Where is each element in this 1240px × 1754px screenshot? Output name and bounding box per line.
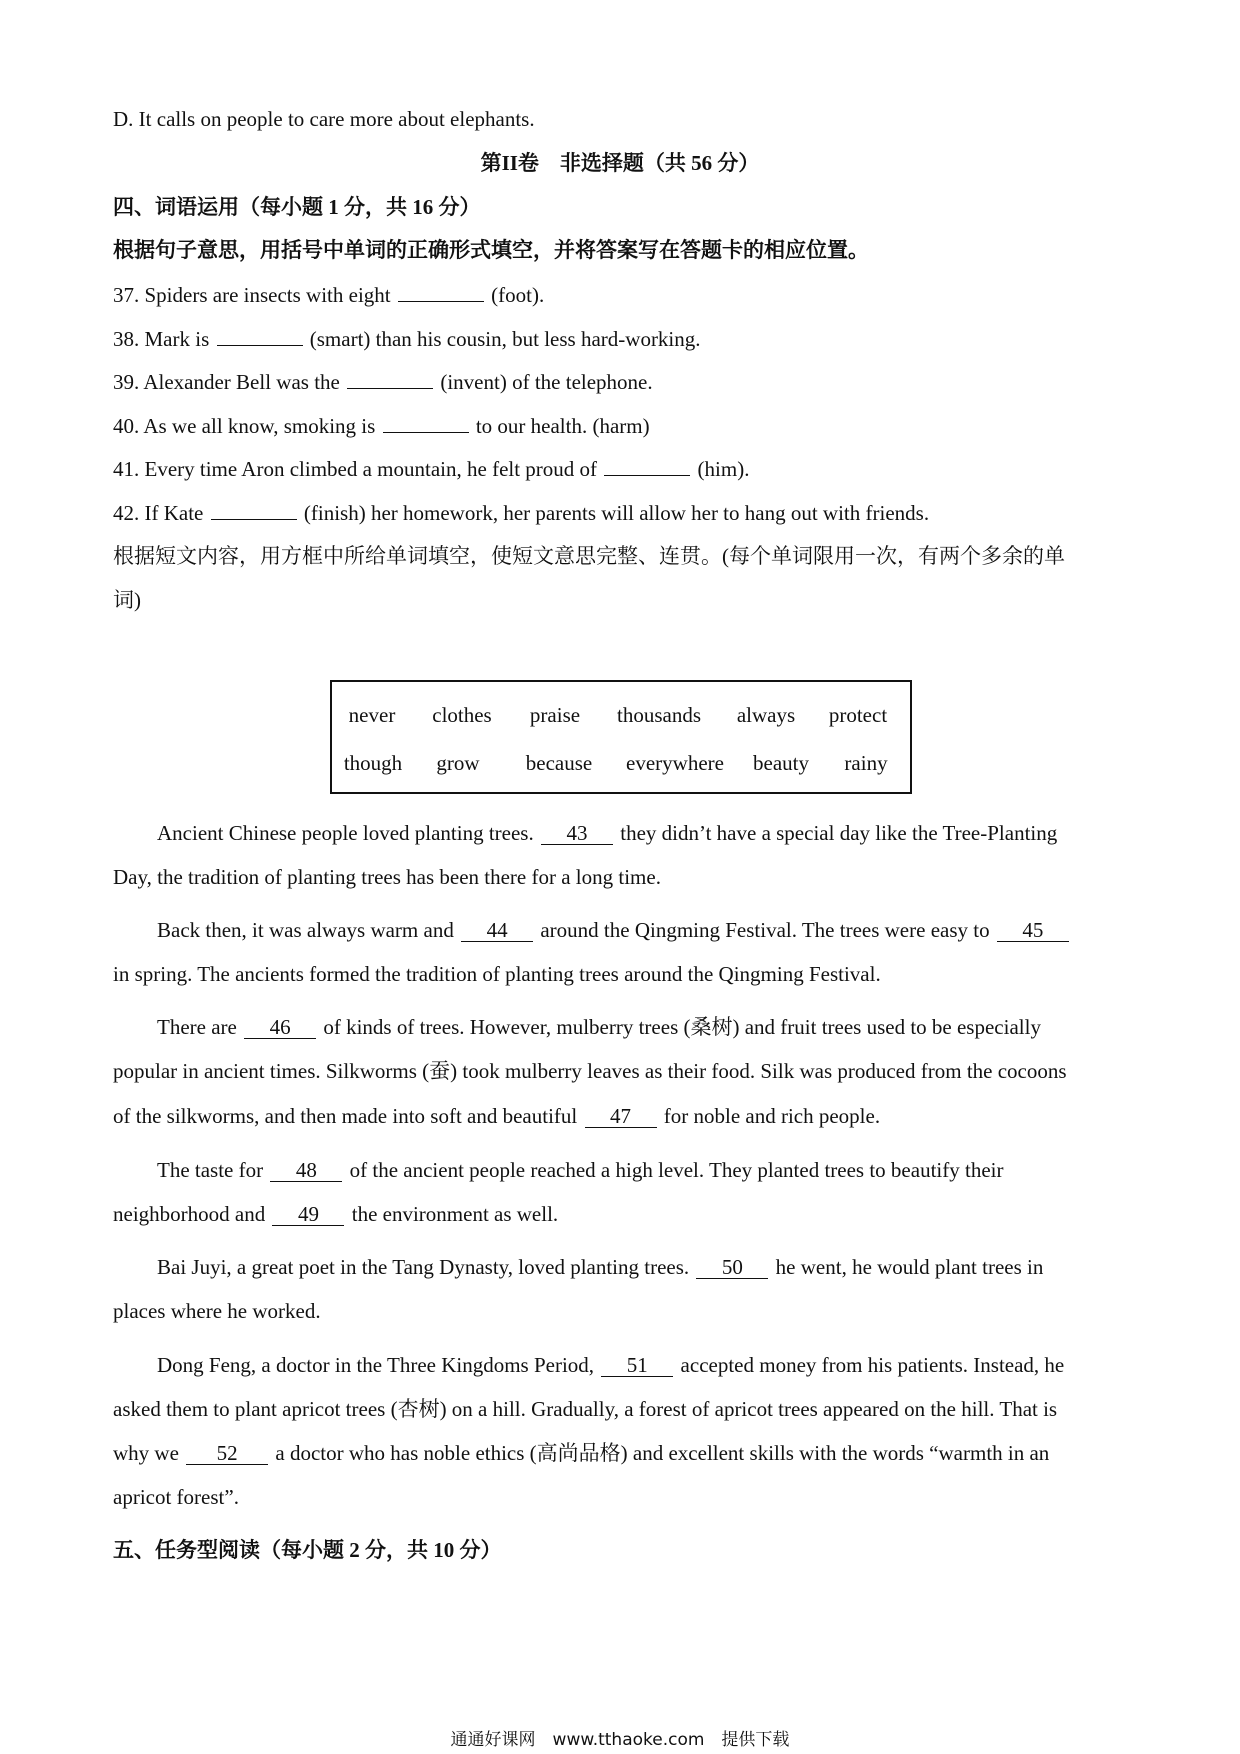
section4-instruction2-cont: 词)	[113, 588, 141, 612]
word-box	[330, 680, 912, 794]
passage-text: Dong Feng, a doctor in the Three Kingdoms Period,	[157, 1353, 600, 1377]
passage-text: neighborhood and	[113, 1202, 271, 1226]
passage-text: of the silkworms, and then made into soft and beautiful	[113, 1104, 583, 1128]
answer-blank[interactable]	[383, 412, 469, 433]
blank-49[interactable]: 49	[272, 1203, 344, 1226]
passage-line	[113, 1201, 558, 1227]
blank-51[interactable]: 51	[601, 1354, 673, 1377]
passage-text: he went, he would plant trees in	[770, 1255, 1044, 1279]
word-box-row	[332, 700, 910, 730]
passage-line	[157, 1254, 1043, 1280]
question-text: (smart) than his cousin, but less hard-working.	[304, 327, 701, 351]
question-39	[113, 368, 653, 395]
blank-45[interactable]: 45	[997, 919, 1069, 942]
blank-50[interactable]: 50	[696, 1256, 768, 1279]
answer-blank[interactable]	[604, 455, 690, 476]
section4-title: 四、词语运用（每小题 1 分，共 16 分）	[113, 195, 481, 219]
section4-instruction: 根据句子意思，用括号中单词的正确形式填空，并将答案写在答题卡的相应位置。	[113, 238, 869, 262]
question-text: 42. If Kate	[113, 501, 209, 525]
question-41	[113, 455, 749, 482]
question-text: to our health. (harm)	[470, 414, 650, 438]
word-box-item: rainy	[844, 751, 888, 775]
passage-text: Bai Juyi, a great poet in the Tang Dynasty, loved planting trees.	[157, 1255, 695, 1279]
passage-text: around the Qingming Festival. The trees were easy to	[535, 918, 995, 942]
blank-46[interactable]: 46	[244, 1016, 316, 1039]
word-box-item: protect	[828, 703, 888, 727]
passage-line	[113, 1103, 880, 1129]
question-text: (finish) her homework, her parents will allow her to hang out with friends.	[298, 501, 930, 525]
passage-line	[157, 1157, 1003, 1183]
word-box-row	[332, 748, 910, 778]
section5-title: 五、任务型阅读（每小题 2 分，共 10 分）	[113, 1538, 502, 1562]
question-37	[113, 281, 544, 308]
passage-text: There are	[157, 1015, 243, 1039]
blank-44[interactable]: 44	[461, 919, 533, 942]
answer-blank[interactable]	[347, 368, 433, 389]
blank-48[interactable]: 48	[270, 1159, 342, 1182]
page-footer: 通通好课网 www.tthaoke.com 提供下载	[450, 1730, 790, 1750]
passage-text: for noble and rich people.	[658, 1104, 881, 1128]
passage-text: of kinds of trees. However, mulberry trees (桑树) and fruit trees used to be especially	[318, 1015, 1041, 1039]
blank-52[interactable]: 52	[186, 1442, 268, 1465]
word-box-item: clothes	[432, 703, 492, 727]
option-d: D. It calls on people to care more about elephants.	[113, 107, 535, 131]
question-text: (foot).	[485, 283, 545, 307]
passage-text: they didn’t have a special day like the Tree-Planting	[614, 821, 1058, 845]
answer-blank[interactable]	[211, 499, 297, 520]
blank-43[interactable]: 43	[541, 822, 613, 845]
word-box-item: because	[525, 751, 593, 775]
question-text: 41. Every time Aron climbed a mountain, he felt proud of	[113, 457, 603, 481]
passage-line: popular in ancient times. Silkworms (蚕) took mulberry leaves as their food. Silk was produced from the cocoons	[113, 1059, 1067, 1083]
word-box-item: everywhere	[626, 751, 724, 775]
passage-line: Day, the tradition of planting trees has been there for a long time.	[113, 865, 661, 889]
passage-text: why we	[113, 1441, 185, 1465]
question-text: 38. Mark is	[113, 327, 215, 351]
passage-text: of the ancient people reached a high level. They planted trees to beautify their	[344, 1158, 1004, 1182]
question-text: 39. Alexander Bell was the	[113, 370, 346, 394]
word-box-item: always	[736, 703, 796, 727]
passage-text: a doctor who has noble ethics (高尚品格) and excellent skills with the words “warmth in an	[270, 1441, 1050, 1465]
passage-line	[113, 1440, 1049, 1466]
word-box-item: beauty	[753, 751, 809, 775]
blank-47[interactable]: 47	[585, 1105, 657, 1128]
passage-line	[157, 820, 1057, 846]
question-42	[113, 499, 929, 526]
passage-line	[157, 917, 1071, 943]
word-box-item: though	[343, 751, 403, 775]
question-text: (invent) of the telephone.	[435, 370, 653, 394]
passage-line: apricot forest”.	[113, 1485, 239, 1509]
passage-text: accepted money from his patients. Instead, he	[675, 1353, 1065, 1377]
word-box-item: praise	[529, 703, 581, 727]
passage-text: Ancient Chinese people loved planting trees.	[157, 821, 539, 845]
passage-text: Back then, it was always warm and	[157, 918, 460, 942]
answer-blank[interactable]	[398, 281, 484, 302]
passage-text: The taste for	[157, 1158, 269, 1182]
word-box-item: grow	[436, 751, 480, 775]
part2-title: 第II卷 非选择题（共 56 分）	[480, 151, 760, 175]
section4-instruction2: 根据短文内容，用方框中所给单词填空，使短文意思完整、连贯。(每个单词限用一次，有两个多余的单	[113, 544, 1065, 568]
question-text: (him).	[692, 457, 750, 481]
word-box-item: never	[348, 703, 396, 727]
passage-line: in spring. The ancients formed the tradition of planting trees around the Qingming Festival.	[113, 962, 881, 986]
passage-line: places where he worked.	[113, 1299, 321, 1323]
question-text: 37. Spiders are insects with eight	[113, 283, 396, 307]
passage-text: the environment as well.	[346, 1202, 559, 1226]
passage-line	[157, 1014, 1041, 1040]
question-text: 40. As we all know, smoking is	[113, 414, 381, 438]
answer-blank[interactable]	[217, 325, 303, 346]
passage-line	[157, 1352, 1064, 1378]
question-40	[113, 412, 650, 439]
word-box-item: thousands	[617, 703, 701, 727]
passage-line: asked them to plant apricot trees (杏树) on a hill. Gradually, a forest of apricot trees appeared on the hill. That is	[113, 1397, 1058, 1421]
question-38	[113, 325, 701, 352]
